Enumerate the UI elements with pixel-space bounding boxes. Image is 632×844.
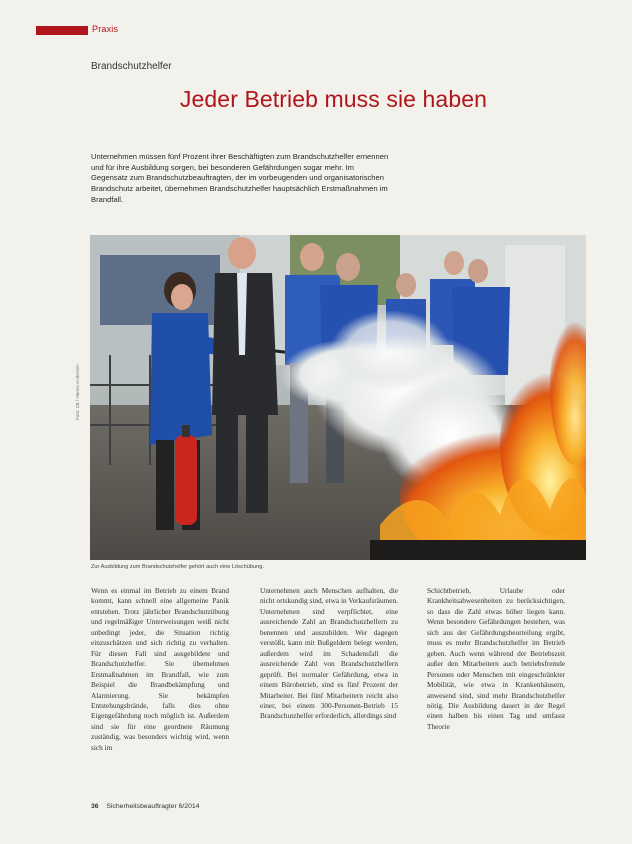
column-text: Schichtbetrieb, Urlaube oder Krankheitsabwesenheiten zu berücksichtigen, so dass die Zahl etwas höher liegen kann. Wenn besondere Gefährdungen bestehen, was sich aus der Gefährdungsbeurteilung ergibt, muss es mehr Brandschutzhelfer im Betrieb geben. Auch wenn während der Betriebszeit außer den Mitarbeitern auch betriebsfremde Personen oder Menschen mit eingeschränkter Mobilität, wie etwa in Krankenhäusern, anwesend sind, sind mehr Brandschutzhelfer nötig. Die Ausbildung dauert in der Regel einen halben bis einen Tag und umfasst Theorie — [427, 586, 565, 731]
body-column-2 — [260, 586, 398, 722]
headline: Jeder Betrieb muss sie haben — [179, 86, 487, 112]
body-column-1 — [91, 586, 229, 753]
lead-paragraph: Unternehmen müssen fünf Prozent ihrer Beschäftigten zum Brandschutzhelfer ernennen und für ihre Ausbildung sorgen, bei besonderen Gefährdungen sogar mehr. Im Gegensatz zum Brandschutzbeauftragten, der im vorbeugenden und organisatorischen Brandschutz arbeitet, übernehmen Brandschutzhelfer hauptsächlich Erstmaßnahmen im Brandfall. — [91, 152, 389, 204]
page-number: 36 — [91, 803, 99, 810]
photo-credit: Foto: ZB / Hanno Andersen — [75, 364, 80, 420]
training-photo — [90, 235, 586, 560]
rubric-bar — [36, 26, 88, 35]
column-text: Wenn es einmal im Betrieb zu einem Brand kommt, kann schnell eine allgemeine Panik entstehen. Trotz jährlicher Brandschutzübung und regelmäßiger Unterweisungen weiß nicht unbedingt jeder, die Situation richtig einzuschätzen und sich richtig zu verhalten. Für diesen Fall sind ausgebildete und Brandschutzhelfer. Sie übernehmen Erstmaßnahmen im Brandfall, wie zum Beispiel die Brandbekämpfung und Alarmierung. Sie bekämpfen Entstehungsbrände, falls dies ohne Eigengefährdung noch möglich ist. Außerdem sind sie für eine geordnete Räumung zuständig, was besonders wichtig wird, wenn sich im — [91, 586, 229, 752]
publication-name: Sicherheitsbeauftragter 6/2014 — [106, 803, 200, 810]
column-text: Unternehmen auch Menschen aufhalten, die nicht ortskundig sind, etwa in Verkaufsräumen. Unternehmen sind verpflichtet, eine ausreichende Zahl an Brandschutzhelfern zu benennen und auszubilden. Wer dagegen verstößt, kann mit Bußgeldern belegt werden, außerdem wird im Schadensfall die ausreichende Zahl von Brandschutzhelfern geprüft. Bei normaler Gefährdung, etwa in einem Bürobetrieb, sind es fünf Prozent der Mitarbeiter. Bei fünf Mitarbeitern reicht also einer, bei einem 300-Personen-Betrieb 15 Brandschutzhelfer erforderlich, allerdings sind — [260, 586, 398, 721]
rubric-label: Praxis — [92, 24, 119, 34]
photo-caption: Zur Ausbildung zum Brandschutzhelfer gehört auch eine Löschübung. — [91, 564, 264, 570]
kicker: Brandschutzhelfer — [91, 61, 172, 72]
page-footer — [91, 803, 199, 810]
body-column-3 — [427, 586, 565, 732]
